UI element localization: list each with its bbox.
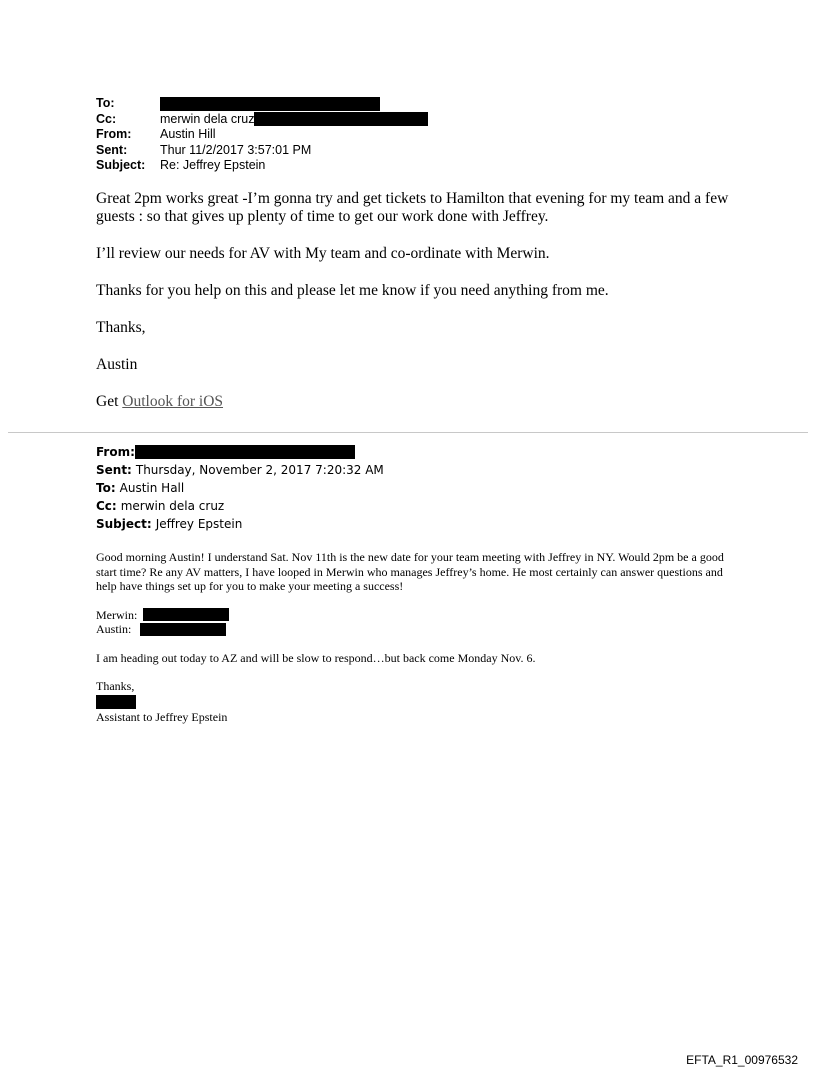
redacted-block <box>160 97 380 111</box>
reply-email-body <box>96 190 736 430</box>
outlook-ios-link[interactable]: Outlook for iOS <box>122 393 224 410</box>
original-paragraph: Good morning Austin! I understand Sat. Nov 11th is the new date for your team meeting with Jeffrey in NY. Would 2pm be a good start time? Re any AV matters, I have looped in Merwin who manages Jeffrey’s home. He most certainly can answer questions and help have things set up for you to make your meeting a success! <box>96 550 724 593</box>
cc-row <box>96 112 428 128</box>
reply-paragraph: Great 2pm works great -I’m gonna try and get tickets to Hamilton that evening for my team and a few guests : so that gives up plenty of time to get our work done with Jeffrey. <box>96 190 729 225</box>
reply-closing: Thanks, <box>96 319 146 336</box>
cc-value: merwin dela cruz <box>160 111 255 126</box>
sent-label: Sent: <box>96 463 132 477</box>
from-row <box>96 127 428 143</box>
original-email-body <box>96 550 736 724</box>
to-row <box>96 479 384 497</box>
to-label: To: <box>96 481 116 495</box>
cc-label: Cc: <box>96 499 117 513</box>
sent-value: Thursday, November 2, 2017 7:20:32 AM <box>135 463 384 477</box>
redacted-block <box>143 608 229 621</box>
redacted-block <box>254 112 428 126</box>
from-label: From: <box>96 127 132 141</box>
sent-label: Sent: <box>96 142 128 157</box>
get-prefix: Get <box>96 393 123 410</box>
subject-row <box>96 158 428 174</box>
redacted-block <box>140 623 226 636</box>
reply-signature: Austin <box>96 356 138 373</box>
subject-value: Jeffrey Epstein <box>155 517 243 531</box>
reply-email-header <box>96 96 428 174</box>
signature-name-row <box>96 694 736 710</box>
merwin-contact-row <box>96 608 736 623</box>
original-closing: Thanks, <box>96 679 135 693</box>
to-value: Austin Hall <box>119 481 185 495</box>
original-email-header <box>96 443 384 533</box>
cc-row <box>96 497 384 515</box>
merwin-label: Merwin: <box>96 607 138 622</box>
original-paragraph: I am heading out today to AZ and will be slow to respond…but back come Monday Nov. 6. <box>96 650 536 665</box>
redacted-block <box>96 695 136 709</box>
signature-title: Assistant to Jeffrey Epstein <box>96 709 228 724</box>
cc-label: Cc: <box>96 111 117 126</box>
from-value: Austin Hill <box>160 127 216 141</box>
austin-contact-row <box>96 622 736 637</box>
reply-paragraph: I’ll review our needs for AV with My team and co-ordinate with Merwin. <box>96 245 550 262</box>
from-row <box>96 443 384 461</box>
sent-row <box>96 143 428 159</box>
subject-label: Subject: <box>96 517 152 531</box>
reply-paragraph: Thanks for you help on this and please let me know if you need anything from me. <box>96 282 609 299</box>
redacted-block <box>135 445 355 459</box>
outlook-line <box>96 393 736 411</box>
to-label: To: <box>96 96 115 110</box>
subject-row <box>96 515 384 533</box>
from-label: From: <box>96 445 135 459</box>
austin-label: Austin: <box>96 622 132 636</box>
sent-row <box>96 461 384 479</box>
message-divider <box>8 432 808 433</box>
cc-value: merwin dela cruz <box>120 499 225 513</box>
to-row <box>96 96 428 112</box>
subject-value: Re: Jeffrey Epstein <box>160 158 266 172</box>
sent-value: Thur 11/2/2017 3:57:01 PM <box>160 142 312 157</box>
document-id: EFTA_R1_00976532 <box>686 1053 798 1067</box>
subject-label: Subject: <box>96 158 146 172</box>
